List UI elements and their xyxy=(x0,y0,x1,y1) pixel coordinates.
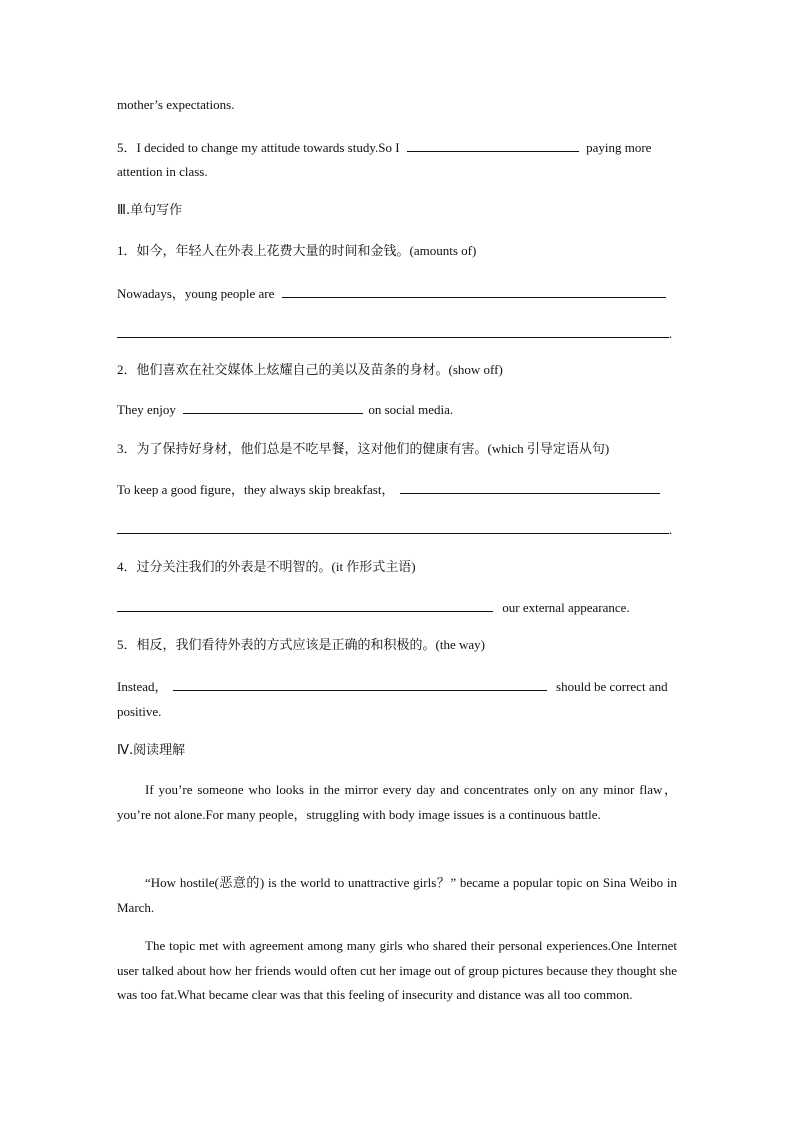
writing-question: 1．如今，年轻人在外表上花费大量的时间和金钱。(amounts of) xyxy=(117,243,477,258)
section-heading: Ⅳ.阅读理解 xyxy=(117,743,186,758)
answer-blank xyxy=(173,678,547,691)
question-line-continued: attention in class. xyxy=(117,164,208,179)
answer-line xyxy=(117,599,630,616)
period: . xyxy=(669,326,673,341)
section-heading: Ⅲ.单句写作 xyxy=(117,203,183,218)
answer-line xyxy=(117,521,672,538)
answer-blank xyxy=(400,481,660,494)
paragraph-text: If you’re someone who looks in the mirror every day and concentrates only on any minor flaw，you’re not alone.For many people，struggling with body image issues is a continuous battle. xyxy=(117,782,677,822)
answer-line xyxy=(117,401,453,418)
answer-line xyxy=(117,678,668,695)
answer-blank xyxy=(117,599,493,612)
answer-line xyxy=(117,325,672,342)
passage-paragraph xyxy=(117,778,677,827)
answer-blank xyxy=(183,401,363,414)
answer-suffix: should be correct and xyxy=(556,679,668,694)
question-text: paying more xyxy=(586,140,652,155)
answer-blank xyxy=(407,139,579,152)
answer-line-continued: positive. xyxy=(117,704,162,719)
writing-question: 2．他们喜欢在社交媒体上炫耀自己的美以及苗条的身材。(show off) xyxy=(117,362,503,377)
answer-blank xyxy=(117,325,669,338)
answer-prompt: Nowadays，young people are xyxy=(117,286,275,301)
writing-question: 5．相反，我们看待外表的方式应该是正确的和积极的。(the way) xyxy=(117,637,485,652)
answer-line xyxy=(117,481,660,498)
answer-blank xyxy=(282,285,666,298)
text-line: mother’s expectations. xyxy=(117,97,235,112)
answer-prompt: They enjoy xyxy=(117,402,176,417)
answer-suffix: on social media. xyxy=(368,402,454,417)
answer-prompt: To keep a good figure，they always skip breakfast， xyxy=(117,482,395,497)
writing-question: 3．为了保持好身材，他们总是不吃早餐，这对他们的健康有害。(which 引导定语从句) xyxy=(117,441,610,456)
paragraph-text: “How hostile(恶意的) is the world to unattractive girls？” became a popular topic on Sina Weibo in March. xyxy=(117,875,677,915)
passage-paragraph xyxy=(117,871,677,920)
writing-question: 4．过分关注我们的外表是不明智的。(it 作形式主语) xyxy=(117,559,416,574)
answer-blank xyxy=(117,521,669,534)
period: . xyxy=(669,522,673,537)
passage-paragraph xyxy=(117,934,677,1008)
paragraph-text: The topic met with agreement among many girls who shared their personal experiences.One Internet user talked about how her friends would often cut her image out of group pictures because they thought she was too fat.What became clear was that this feeling of insecurity and distance was all too common. xyxy=(117,938,677,1002)
answer-suffix: our external appearance. xyxy=(502,600,630,615)
question-line xyxy=(117,139,651,156)
answer-prompt: Instead， xyxy=(117,679,168,694)
question-text: 5．I decided to change my attitude towards study.So I xyxy=(117,140,400,155)
answer-line xyxy=(117,285,666,302)
